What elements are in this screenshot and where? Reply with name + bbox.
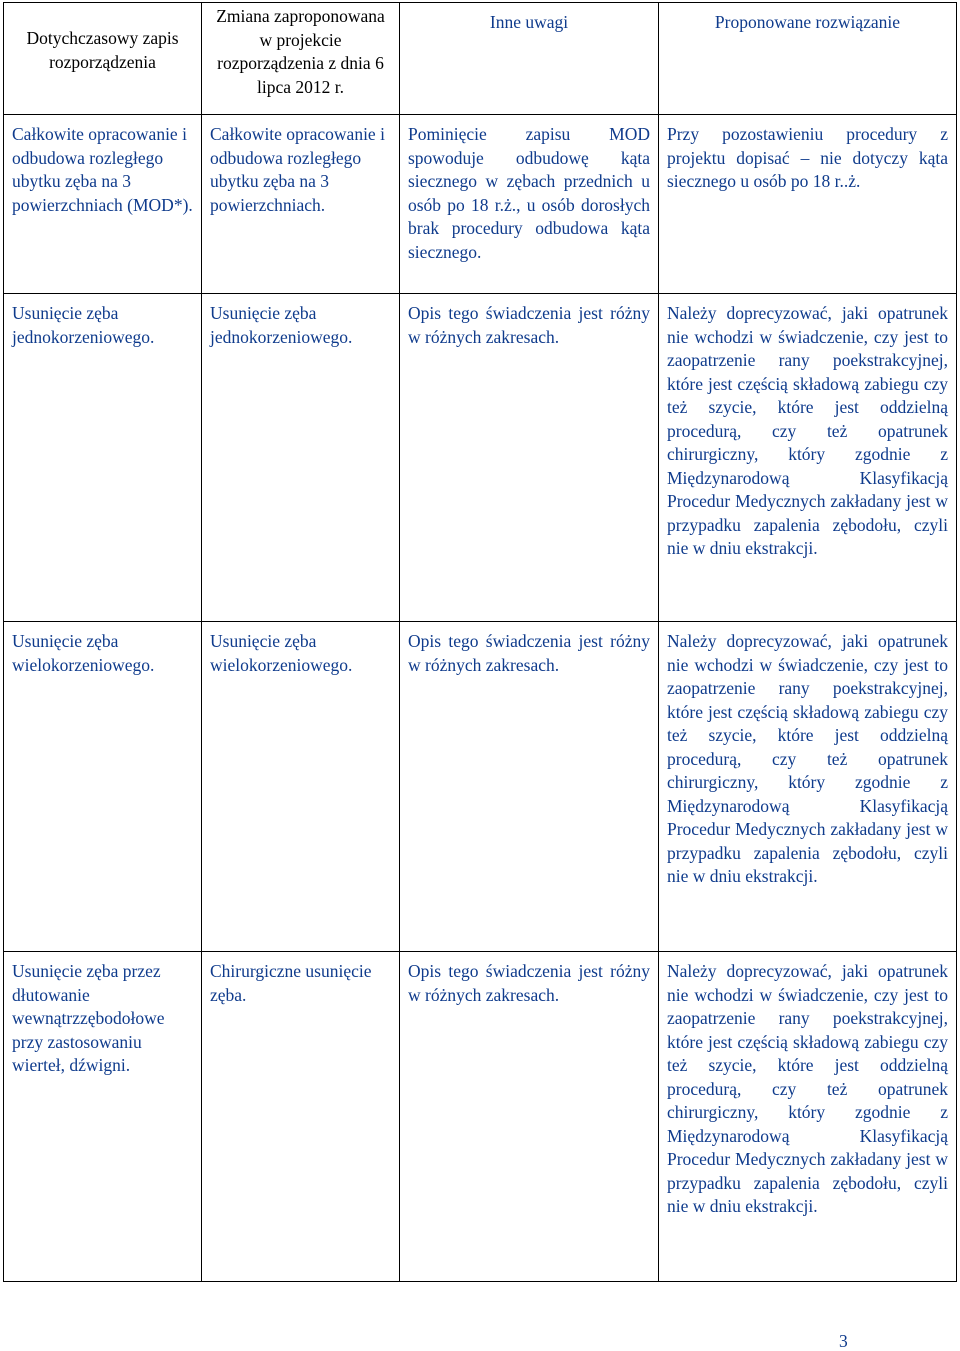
- header-current-provision: Dotychczasowy zapis rozporządzenia: [4, 3, 202, 115]
- table-row: [4, 952, 957, 1282]
- cell-remarks: Pominięcie zapisu MOD spowoduje odbudowę kąta siecznego w zębach przednich u osób po 18 r.ż., u osób dorosłych brak procedury odbudowa kąta siecznego.: [400, 115, 659, 294]
- cell-remarks: Opis tego świadczenia jest różny w różnych zakresach.: [400, 294, 659, 622]
- cell-remarks: Opis tego świadczenia jest różny w różnych zakresach.: [400, 622, 659, 952]
- cell-current: Usunięcie zęba jednokorzeniowego.: [4, 294, 202, 622]
- cell-solution: Należy doprecyzować, jaki opatrunek nie wchodzi w świadczenie, czy jest to zaopatrzenie rany poekstrakcyjnej, które jest częścią składową zabiegu czy też szycie, które jest oddzielną procedurą, czy też opatrunek chirurgiczny, który zgodnie z Międzynarodową Klasyfikacją Procedur Medycznych zakładany jest w przypadku zapalenia zębodołu, czyli nie w dniu ekstrakcji.: [659, 294, 957, 622]
- header-other-remarks: Inne uwagi: [400, 3, 659, 115]
- header-proposed-change: Zmiana zaproponowana w projekcie rozporządzenia z dnia 6 lipca 2012 r.: [202, 3, 400, 115]
- cell-solution: Należy doprecyzować, jaki opatrunek nie wchodzi w świadczenie, czy jest to zaopatrzenie rany poekstrakcyjnej, które jest częścią składową zabiegu czy też szycie, które jest oddzielną procedurą, czy też opatrunek chirurgiczny, który zgodnie z Międzynarodową Klasyfikacją Procedur Medycznych zakładany jest w przypadku zapalenia zębodołu, czyli nie w dniu ekstrakcji.: [659, 952, 957, 1282]
- header-proposed-solution: Proponowane rozwiązanie: [659, 3, 957, 115]
- table-row: [4, 622, 957, 952]
- table-row: [4, 115, 957, 294]
- cell-solution: Należy doprecyzować, jaki opatrunek nie wchodzi w świadczenie, czy jest to zaopatrzenie rany poekstrakcyjnej, które jest częścią składową zabiegu czy też szycie, które jest oddzielną procedurą, czy też opatrunek chirurgiczny, który zgodnie z Międzynarodową Klasyfikacją Procedur Medycznych zakładany jest w przypadku zapalenia zębodołu, czyli nie w dniu ekstrakcji.: [659, 622, 957, 952]
- cell-current: Usunięcie zęba wielokorzeniowego.: [4, 622, 202, 952]
- cell-solution: Przy pozostawieniu procedury z projektu dopisać – nie dotyczy kąta siecznego u osób po 18 r..ż.: [659, 115, 957, 294]
- table-row: [4, 294, 957, 622]
- cell-current: Usunięcie zęba przez dłutowanie wewnątrzzębodołowe przy zastosowaniu wierteł, dźwigni.: [4, 952, 202, 1282]
- cell-current: Całkowite opracowanie i odbudowa rozległego ubytku zęba na 3 powierzchniach (MOD*).: [4, 115, 202, 294]
- cell-remarks: Opis tego świadczenia jest różny w różnych zakresach.: [400, 952, 659, 1282]
- table-header-row: [4, 3, 957, 115]
- cell-proposed-change: Usunięcie zęba jednokorzeniowego.: [202, 294, 400, 622]
- cell-proposed-change: Całkowite opracowanie i odbudowa rozległego ubytku zęba na 3 powierzchniach.: [202, 115, 400, 294]
- cell-proposed-change: Usunięcie zęba wielokorzeniowego.: [202, 622, 400, 952]
- page-number: 3: [839, 1331, 848, 1351]
- comparison-table: [3, 2, 957, 1282]
- cell-proposed-change: Chirurgiczne usunięcie zęba.: [202, 952, 400, 1282]
